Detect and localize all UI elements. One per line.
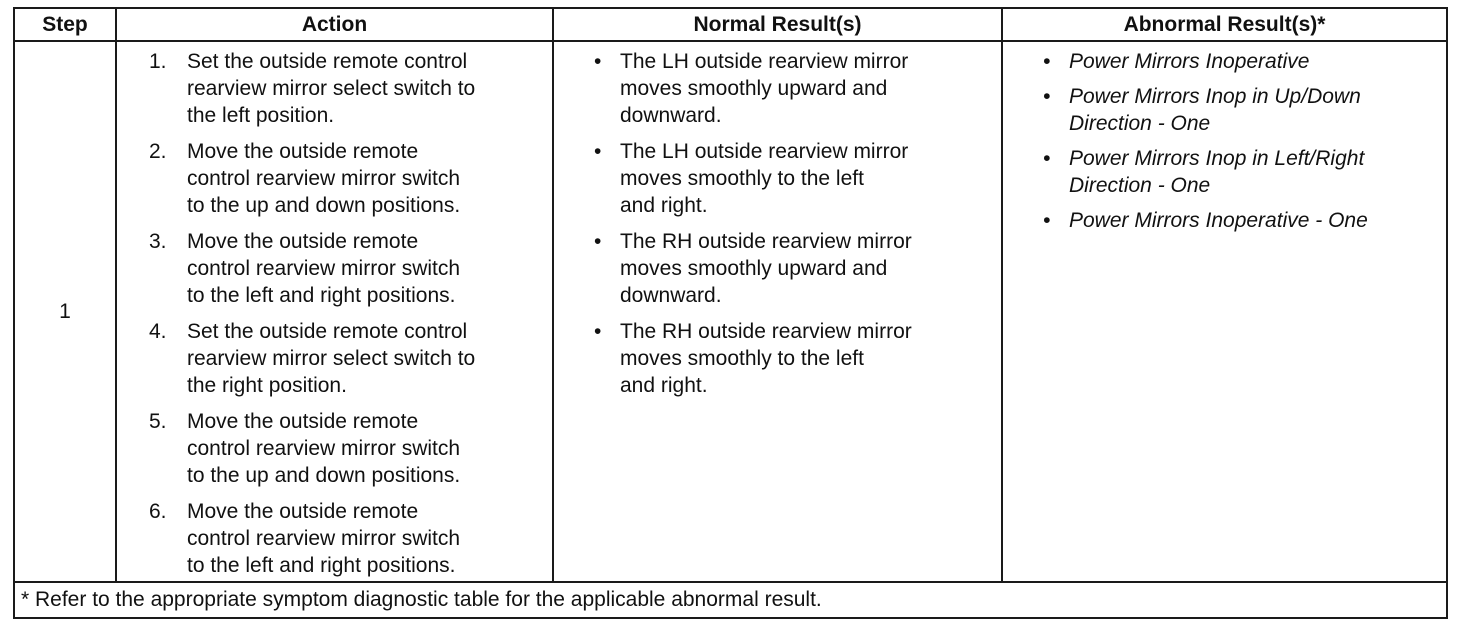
line-text: and right. xyxy=(620,194,708,217)
action-step-5 xyxy=(149,408,546,489)
line-text: rearview mirror select switch to xyxy=(187,347,476,370)
line-text: control rearview mirror switch xyxy=(187,257,461,280)
line-text: moves smoothly to the left xyxy=(620,167,864,190)
header-row xyxy=(14,8,1447,41)
normal-result-1 xyxy=(592,48,995,129)
line-text: control rearview mirror switch xyxy=(187,167,461,190)
line-text: The RH outside rearview mirror xyxy=(620,230,912,253)
normal-result-2 xyxy=(592,138,995,219)
action-cell xyxy=(116,41,553,582)
footnote: * Refer to the appropriate symptom diagnostic table for the applicable abnormal result. xyxy=(14,582,1447,618)
normal-result-4 xyxy=(592,318,995,399)
line-text: downward. xyxy=(620,284,722,307)
header-normal-results: Normal Result(s) xyxy=(553,8,1002,41)
action-step-4 xyxy=(149,318,546,399)
action-step-1 xyxy=(149,48,546,129)
abnormal-result-1 xyxy=(1041,48,1440,75)
line-text: Move the outside remote xyxy=(187,500,419,523)
line-text: downward. xyxy=(620,104,722,127)
step-number: 1 xyxy=(14,41,116,582)
line-text: control rearview mirror switch xyxy=(187,437,461,460)
line-text: rearview mirror select switch to xyxy=(187,77,476,100)
line-text: to the left and right positions. xyxy=(187,284,456,307)
normal-results-cell xyxy=(553,41,1002,582)
line-text: Direction - One xyxy=(1069,174,1211,197)
line-text: to the up and down positions. xyxy=(187,464,461,487)
header-action: Action xyxy=(116,8,553,41)
line-text: Set the outside remote control xyxy=(187,50,468,73)
step-index: 6. xyxy=(149,500,167,523)
line-text: to the left and right positions. xyxy=(187,554,456,577)
line-text: moves smoothly upward and xyxy=(620,77,888,100)
line-text: Power Mirrors Inop in Up/Down xyxy=(1069,85,1361,108)
action-list xyxy=(117,42,552,581)
step-index: 1. xyxy=(149,50,167,73)
abnormal-result-3 xyxy=(1041,145,1440,199)
line-text: the left position. xyxy=(187,104,335,127)
step-index: 2. xyxy=(149,140,167,163)
line-text: and right. xyxy=(620,374,708,397)
action-step-3 xyxy=(149,228,546,309)
header-abnormal-results: Abnormal Result(s)* xyxy=(1002,8,1447,41)
line-text: Set the outside remote control xyxy=(187,320,468,343)
action-step-6 xyxy=(149,498,546,579)
diagnostic-table xyxy=(13,7,1448,619)
bullet-icon: • xyxy=(594,140,602,163)
line-text: Power Mirrors Inop in Left/Right xyxy=(1069,147,1365,170)
bullet-icon: • xyxy=(594,320,602,343)
bullet-icon: • xyxy=(594,230,602,253)
header-step: Step xyxy=(14,8,116,41)
line-text: Power Mirrors Inoperative - One xyxy=(1069,209,1368,232)
footnote-row xyxy=(14,582,1447,618)
line-text: control rearview mirror switch xyxy=(187,527,461,550)
line-text: Direction - One xyxy=(1069,112,1211,135)
step-index: 5. xyxy=(149,410,167,433)
line-text: the right position. xyxy=(187,374,347,397)
abnormal-result-2 xyxy=(1041,83,1440,137)
line-text: to the up and down positions. xyxy=(187,194,461,217)
line-text: Power Mirrors Inoperative xyxy=(1069,50,1310,73)
line-text: Move the outside remote xyxy=(187,140,419,163)
abnormal-results-list xyxy=(1003,42,1446,244)
bullet-icon: • xyxy=(1043,209,1051,232)
line-text: Move the outside remote xyxy=(187,410,419,433)
step-row xyxy=(14,41,1447,582)
line-text: The RH outside rearview mirror xyxy=(620,320,912,343)
line-text: The LH outside rearview mirror xyxy=(620,140,909,163)
bullet-icon: • xyxy=(1043,147,1051,170)
line-text: Move the outside remote xyxy=(187,230,419,253)
abnormal-results-cell xyxy=(1002,41,1447,582)
diagnostic-table-page xyxy=(13,7,1446,629)
normal-result-3 xyxy=(592,228,995,309)
step-index: 4. xyxy=(149,320,167,343)
line-text: moves smoothly upward and xyxy=(620,257,888,280)
abnormal-result-4 xyxy=(1041,207,1440,234)
bullet-icon: • xyxy=(594,50,602,73)
line-text: moves smoothly to the left xyxy=(620,347,864,370)
action-step-2 xyxy=(149,138,546,219)
normal-results-list xyxy=(554,42,1001,410)
step-index: 3. xyxy=(149,230,167,253)
bullet-icon: • xyxy=(1043,85,1051,108)
line-text: The LH outside rearview mirror xyxy=(620,50,909,73)
bullet-icon: • xyxy=(1043,50,1051,73)
